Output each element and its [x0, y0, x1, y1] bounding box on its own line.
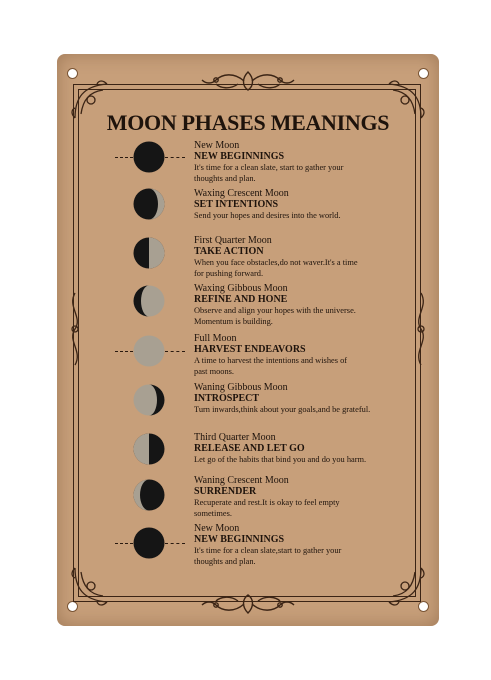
metal-sign [57, 54, 439, 626]
waning-gibbous-moon-icon [133, 384, 165, 416]
sign-title: MOON PHASES MEANINGS [106, 110, 390, 135]
bottom-flourish-icon [198, 591, 298, 617]
phase-name: Waning Crescent Moon [194, 475, 289, 486]
phase-row-waxing-gibbous [57, 283, 439, 333]
phase-name: First Quarter Moon [194, 235, 272, 246]
waxing-crescent-moon-icon [133, 188, 165, 220]
phase-description: Let go of the habits that bind you and do you harm. [194, 455, 367, 464]
first-quarter-moon-icon [133, 237, 165, 269]
phase-keyword: TAKE ACTION [194, 246, 264, 257]
new-moon-icon [133, 527, 165, 559]
phase-name: New Moon [194, 523, 240, 534]
waxing-gibbous-moon-icon [133, 285, 165, 317]
guide-line-right [165, 543, 185, 544]
phase-description: for pushing forward. [194, 269, 264, 278]
guide-line-left [115, 543, 133, 544]
phase-name: New Moon [194, 140, 240, 151]
waning-crescent-moon-icon [133, 479, 165, 511]
phase-keyword: NEW BEGINNINGS [194, 151, 285, 162]
phase-row-first-quarter [57, 235, 439, 285]
guide-line-left [115, 351, 133, 352]
guide-line-right [165, 351, 185, 352]
third-quarter-moon-icon [133, 433, 165, 465]
phase-description: Send your hopes and desires into the world. [194, 211, 341, 220]
phase-description: It's time for a clean slate,start to gather your [194, 546, 342, 555]
phase-keyword: SET INTENTIONS [194, 199, 279, 210]
phase-name: Waxing Crescent Moon [194, 188, 289, 199]
new-moon-icon [133, 141, 165, 173]
full-moon-icon [133, 335, 165, 367]
guide-line-right [165, 157, 185, 158]
phase-description: Momentum is building. [194, 317, 273, 326]
phase-keyword: SURRENDER [194, 486, 257, 497]
top-flourish-icon [198, 68, 298, 94]
phase-description: Observe and align your hopes with the universe. [194, 306, 356, 315]
phase-description: thoughts and plan. [194, 174, 256, 183]
phase-row-full-moon [57, 333, 439, 383]
phase-description: Turn inwards,think about your goals,and be grateful. [194, 405, 371, 414]
phase-keyword: REFINE AND HONE [194, 294, 288, 305]
phase-description: When you face obstacles,do not waver.It's a time [194, 258, 358, 267]
phase-keyword: HARVEST ENDEAVORS [194, 344, 306, 355]
phase-name: Waning Gibbous Moon [194, 382, 288, 393]
phase-description: Recuperate and rest.It is okay to feel empty [194, 498, 340, 507]
phase-description: past moons. [194, 367, 235, 376]
phase-description: sometimes. [194, 509, 232, 518]
phase-description: It's time for a clean slate, start to gather your [194, 163, 344, 172]
phase-description: A time to harvest the intentions and wishes of [194, 356, 348, 365]
phase-keyword: RELEASE AND LET GO [194, 443, 305, 454]
phase-row-new-moon-repeat [57, 523, 439, 573]
guide-line-left [115, 157, 133, 158]
phase-name: Waxing Gibbous Moon [194, 283, 288, 294]
phase-keyword: NEW BEGINNINGS [194, 534, 285, 545]
phase-row-waning-crescent [57, 475, 439, 525]
phase-name: Third Quarter Moon [194, 432, 276, 443]
phase-description: thoughts and plan. [194, 557, 256, 566]
phase-row-waxing-crescent [57, 188, 439, 238]
phase-name: Full Moon [194, 333, 237, 344]
phase-row-new-moon [57, 140, 439, 190]
phase-keyword: INTROSPECT [194, 393, 260, 404]
phase-row-waning-gibbous [57, 382, 439, 432]
